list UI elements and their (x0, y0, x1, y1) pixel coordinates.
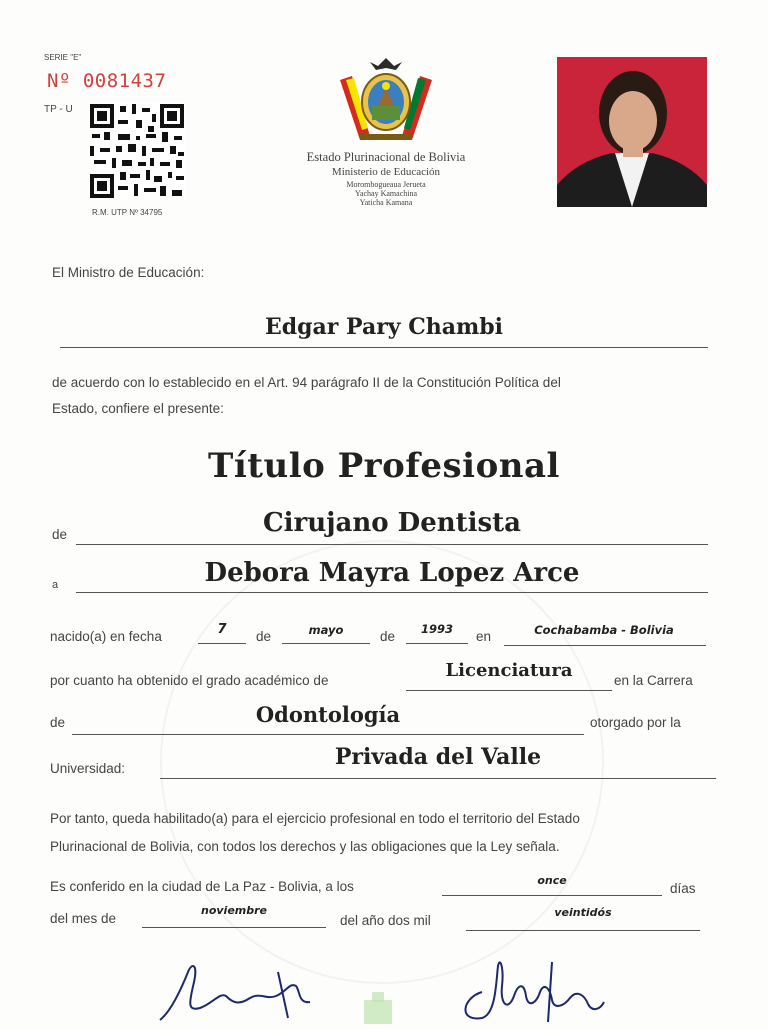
birth-place-line (504, 645, 706, 646)
conferred-year-prefix: del año dos mil (340, 913, 431, 928)
conferred-day: once (537, 874, 567, 887)
ministry-lang-2: Yachay Kamachina (354, 189, 418, 198)
birth-year-line (406, 643, 468, 644)
ministry-name: Ministerio de Educación (331, 166, 441, 178)
university-line (160, 778, 716, 779)
birth-day: 7 (217, 622, 227, 637)
signature-icon (452, 952, 612, 1024)
holder-name: Debora Mayra Lopez Arce (204, 558, 580, 588)
document-title: Título Profesional (208, 446, 560, 486)
state-name: Estado Plurinacional de Bolivia (306, 150, 466, 164)
birth-de-1: de (256, 629, 272, 644)
ministry-header (280, 150, 492, 207)
conferred-day-line (442, 895, 662, 896)
birth-year: 1993 (420, 622, 453, 636)
birth-day-line (198, 643, 246, 644)
career-value: Odontología (255, 702, 401, 727)
conferred-month-line (142, 927, 326, 928)
legal-text-line-2: Estado, confiere el presente: (52, 401, 224, 416)
career-line (72, 734, 584, 735)
minister-line (60, 347, 708, 348)
degree-suffix: en la Carrera (614, 673, 693, 688)
conferred-prefix: Es conferido en la ciudad de La Paz - Bolivia, a los (50, 879, 354, 894)
birth-month-line (282, 643, 370, 644)
holder-photo (557, 57, 707, 207)
qr-code-icon (88, 102, 186, 200)
serial-number: Nº 0081437 (47, 70, 167, 92)
holder-line (76, 592, 708, 593)
ministry-lang-3: Yaticha Kamana (359, 198, 413, 207)
degree-value: Licenciatura (445, 660, 573, 681)
rm-utp-label: R.M. UTP Nº 34795 (92, 208, 163, 217)
coat-of-arms-icon (330, 50, 442, 146)
serie-label: SERIE "E" (44, 53, 82, 62)
career-suffix: otorgado por la (590, 715, 681, 730)
tp-label: TP - U (44, 104, 73, 115)
birth-label: nacido(a) en fecha (50, 629, 162, 644)
seal-stamp (356, 990, 400, 1024)
profession-line (76, 544, 708, 545)
birth-place: Cochabamba - Bolivia (534, 623, 674, 637)
conferred-month-prefix: del mes de (50, 911, 117, 926)
university-value: Privada del Valle (334, 744, 542, 770)
minister-name: Edgar Pary Chambi (264, 314, 504, 340)
minister-label: El Ministro de Educación: (52, 265, 205, 280)
birth-month: mayo (308, 623, 344, 637)
degree-line (406, 690, 612, 691)
profession-de-label: de (52, 527, 68, 542)
signature-icon (150, 952, 320, 1024)
holder-a-label: a (52, 579, 59, 591)
ministry-lang-1: Morombogueaua Jerueta (346, 180, 426, 189)
conferred-month: noviembre (200, 904, 267, 917)
conferred-year-line (466, 930, 700, 931)
legal-text-line-1: de acuerdo con lo establecido en el Art. 94 parágrafo II de la Constitución Política del (52, 375, 561, 390)
conferred-year: veintidós (554, 906, 612, 919)
closing-line-2: Plurinacional de Bolivia, con todos los derechos y las obligaciones que la Ley señala. (50, 839, 560, 854)
birth-en: en (476, 629, 492, 644)
closing-line-1: Por tanto, queda habilitado(a) para el ejercicio profesional en todo el territorio del Estado (50, 811, 580, 826)
degree-prefix: por cuanto ha obtenido el grado académico de (50, 673, 329, 688)
conferred-dias: días (670, 881, 696, 896)
profession-value: Cirujano Dentista (262, 508, 522, 538)
birth-de-2: de (380, 629, 396, 644)
career-prefix: de (50, 715, 66, 730)
university-prefix: Universidad: (50, 761, 126, 776)
